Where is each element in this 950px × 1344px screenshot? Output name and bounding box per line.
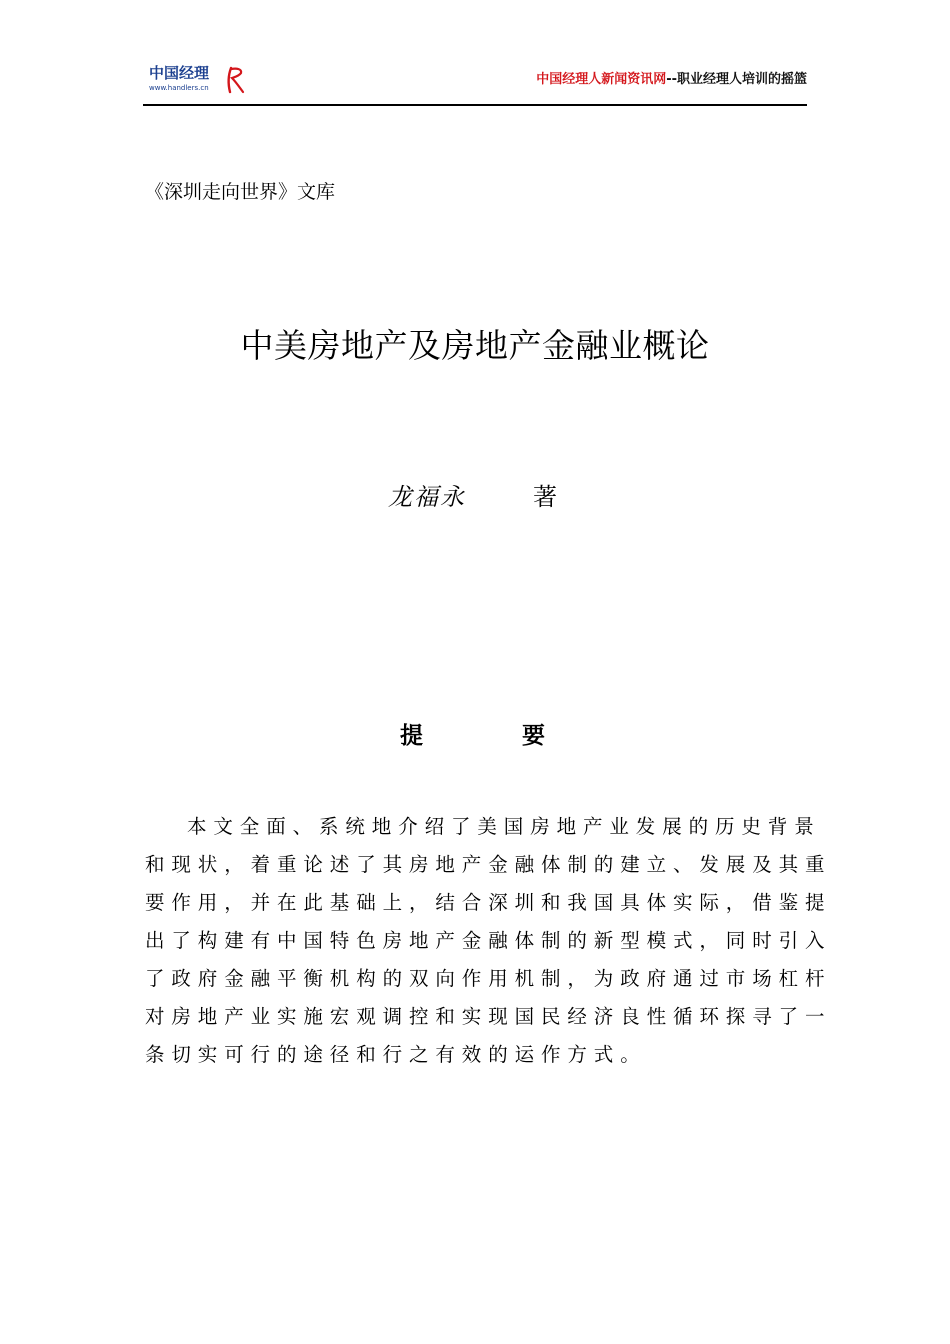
abstract-heading-char-2: 要 [522, 723, 545, 749]
document-title: 中美房地产及房地产金融业概论 [240, 326, 710, 365]
abstract-line: 要作用，并在此基础上，结合深圳和我国具体实际，借鉴提 [145, 891, 832, 914]
abstract-line: 本文全面、系统地介绍了美国房地产业发展的历史背景 [187, 815, 821, 838]
header-tagline[interactable] [536, 72, 807, 88]
author-line [388, 480, 557, 514]
logo-mark-icon [225, 66, 245, 94]
abstract-line: 对房地产业实施宏观调控和实现国民经济良性循环探寻了一 [145, 1005, 832, 1028]
abstract-body [145, 808, 832, 1074]
logo-text: 中国经理 [149, 64, 210, 82]
abstract-heading [400, 720, 545, 752]
tagline-site-name: 中国经理人新闻资讯网 [536, 72, 667, 87]
series-name: 《深圳走向世界》文库 [145, 181, 336, 203]
logo-url: www.handlers.cn [149, 84, 209, 92]
header-divider [143, 104, 807, 106]
abstract-line: 和现状，着重论述了其房地产金融体制的建立、发展及其重 [145, 853, 832, 876]
abstract-heading-char-1: 提 [400, 723, 423, 749]
abstract-line: 了政府金融平衡机构的双向作用机制，为政府通过市场杠杆 [145, 967, 832, 990]
page-header [143, 62, 807, 106]
author-name: 龙福永 [388, 483, 466, 511]
abstract-line: 条切实可行的途径和行之有效的运作方式。 [145, 1043, 647, 1066]
site-logo[interactable] [149, 64, 259, 100]
author-role: 著 [533, 483, 557, 511]
abstract-line: 出了构建有中国特色房地产金融体制的新型模式，同时引入 [145, 929, 832, 952]
tagline-slogan: --职业经理人培训的摇篮 [666, 72, 807, 87]
